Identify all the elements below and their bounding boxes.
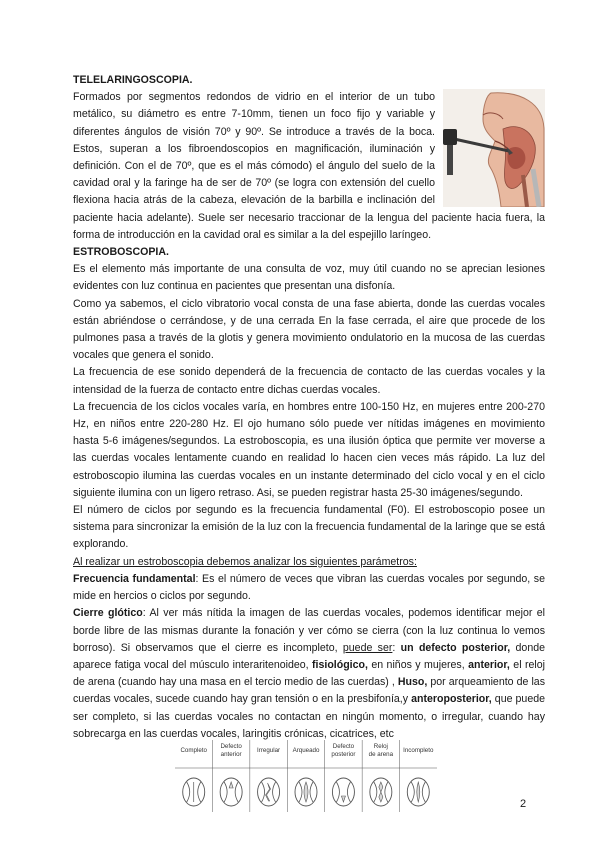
diagram-label: Defecto — [220, 743, 242, 750]
cg-text-3: donde aparece fatiga vocal del músculo interaritenoideo, — [73, 641, 546, 671]
cg-text-7: que puede ser completo, si las cuerdas vocales no contactan en ningún momento, o irregular, cuando hay sobrecarga en las cuerdas vocales, laringitis crónicas, cicatrices, etc — [73, 693, 545, 740]
cg-text-6: por arqueamiento de las cuerdas vocales, sucede cuando hay gran tensión o en la presbifonía,y — [73, 676, 545, 706]
diagram-label: Reloj — [373, 743, 388, 750]
term-defecto-posterior: un defecto posterior, — [400, 641, 511, 654]
paragraph-telelaringoscopia: Formados por segmentos redondos de vidrio en el interior de un tubo metálico, su diámetro es entre 7-10mm, tienen un foco fijo y variable y diferentes ángulos de visión 70º y 90º. Se introduce a través de la boca. Estos, superan a los fibroendoscopios en magnificación, iluminación y definición. Con el de 70º, que es el más cómodo) el ángulo del suelo de la cavidad oral y la faringe ha de ser de 70º (se logra con extensión del cuello flexiona hacia atrás de la cabeza, elevación de la barbilla e inclinación del paciente hacia adelante). Suele ser necesario traccionar de la lengua del paciente hacia fuera, la forma de introducción en la cavidad oral es similar a la del espejillo laríngeo. — [73, 91, 545, 241]
cg-text-5: el reloj de arena (cuando hay una masa en el tercio medio de las cuerdas) , — [73, 658, 545, 689]
diagram-label: Completo — [180, 747, 207, 754]
paragraph-sound-frequency: La frecuencia de ese sonido dependerá de la frecuencia de contacto de las cuerdas vocales y la intensidad de la fuerza de contacto entre dichas cuerdas vocales. — [73, 366, 545, 396]
cg-underline: puede ser — [342, 641, 393, 654]
term-frecuencia-fundamental: Frecuencia fundamental — [73, 572, 196, 585]
paragraph-f0: El número de ciclos por segundo es la frecuencia fundamental (F0). El estroboscopio posee un sistema para sincronizar la emisión de la luz con la frecuencia fundamental de la laringe que se está explorando. — [73, 504, 545, 551]
paragraph-importance: Es el elemento más importante de una consulta de voz, muy útil cuando no se aprecian lesiones evidentes con luz continua en pacientes que presentan una disfonía. — [73, 263, 545, 293]
cg-text-2: : — [392, 641, 401, 654]
laryngoscope-illustration — [443, 89, 545, 207]
diagram-label: anterior — [220, 751, 242, 758]
term-anteroposterior: anteroposterior, — [411, 693, 492, 706]
term-fisiologico: fisiológico, — [312, 658, 368, 671]
diagram-label: Irregular — [257, 747, 281, 754]
term-cierre-glotico: Cierre glótico — [73, 607, 143, 620]
diagram-label: posterior — [331, 751, 356, 758]
paragraph-vibratory-cycle: Como ya sabemos, el ciclo vibratorio vocal consta de una fase abierta, donde las cuerdas vocales están abriéndose o cerrándose, y de una cerrada En la fase cerrada, el aire que procede de los pulmones pasa a través de la glotis y genera movimiento ondulatorio en la mucosa de las cuerdas vocales que genera el sonido. — [73, 297, 545, 362]
diagram-label: Arqueado — [292, 747, 320, 754]
glottic-gap — [417, 782, 420, 802]
diagram-label: de arena — [368, 751, 394, 758]
heading-estroboscopia: ESTROBOSCOPIA. — [73, 246, 169, 259]
paragraph-parameters-intro: Al realizar un estroboscopia debemos analizar los siguientes parámetros: — [73, 555, 417, 568]
diagram-label: Defecto — [332, 743, 355, 750]
cg-text-4: en niños y mujeres, — [367, 658, 469, 671]
paragraph-frecuencia-fundamental — [73, 571, 545, 605]
ff-definition: : Es el número de veces que vibran las cuerdas vocales por segundo, se mide en hercios o ciclos por segundo. — [73, 572, 545, 603]
term-huso: Huso, — [397, 676, 428, 689]
diagram-label: Incompleto — [403, 747, 434, 754]
heading-telelaringoscopia: TELELARINGOSCOPIA. — [73, 74, 193, 86]
page-number: 2 — [520, 798, 527, 810]
glottic-closure-diagram — [175, 738, 437, 814]
term-anterior: anterior, — [468, 658, 510, 671]
paragraph-cycle-frequency: La frecuencia de los ciclos vocales varía, en hombres entre 100-150 Hz, en mujeres entre 200-270 Hz, en niños entre 220-280 Hz. El ojo humano sólo puede ver nítidas imágenes en movimiento hasta 5-6 imágenes/segundos. La estroboscopia, es una ilusión óptica que permite ver moverse a las cuerdas vocales lentamente cuando en realidad lo hacen cien veces más rápido. La luz del estroboscopio ilumina las cuerdas vocales en un instante determinado del ciclo vocal y en el ciclo siguiente ilumina con un ligero retraso. Asi, se pueden registrar hasta 25-30 imágenes/segundo. — [73, 400, 545, 499]
paragraph-cierre-glotico — [73, 605, 545, 743]
document-body — [73, 72, 545, 743]
cg-text-1: : Al ver más nítida la imagen de las cuerdas vocales, podemos identificar mejor el borde libre de las mismas durante la fonación y ver cómo se cierra (con la luz continua lo vemos borroso). Si observamos que el cierre es incompleto, — [73, 607, 545, 654]
